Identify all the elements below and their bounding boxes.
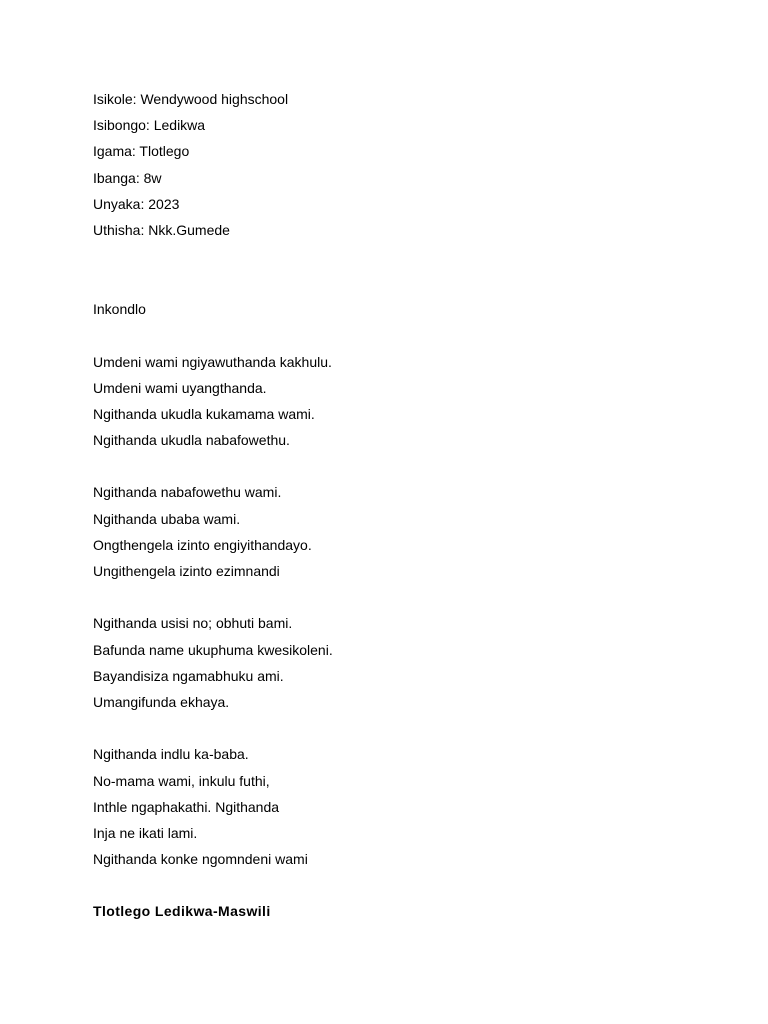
poem-stanza-3	[93, 610, 733, 715]
poem-line: Ngithanda konke ngomndeni wami	[93, 851, 308, 868]
spacer	[93, 453, 733, 479]
spacer	[93, 872, 733, 898]
poem-line: Bafunda name ukuphuma kwesikoleni.	[93, 641, 333, 658]
poem-line: Ngithanda nabafowethu wami.	[93, 484, 282, 501]
poem-line: Ngithanda usisi no; obhuti bami.	[93, 615, 293, 632]
poem-line: Umdeni wami uyangthanda.	[93, 379, 267, 396]
poem-line: Bayandisiza ngamabhuku ami.	[93, 667, 284, 684]
surname-line: Isibongo: Ledikwa	[93, 117, 206, 134]
name-line: Igama: Tlotlego	[93, 143, 190, 160]
teacher-line: Uthisha: Nkk.Gumede	[93, 221, 230, 238]
poem-line: Umdeni wami ngiyawuthanda kakhulu.	[93, 353, 332, 370]
document-page	[93, 86, 733, 925]
poem-line: Ngithanda ubaba wami.	[93, 510, 241, 527]
poem-line: Ngithanda indlu ka-baba.	[93, 746, 249, 763]
poem-stanza-4	[93, 741, 733, 872]
spacer	[93, 322, 733, 348]
spacer	[93, 243, 733, 296]
poem-stanza-1	[93, 349, 733, 454]
school-line: Isikole: Wendywood highschool	[93, 91, 289, 107]
year-line: Unyaka: 2023	[93, 195, 180, 212]
poem-line: Ongthengela izinto engiyithandayo.	[93, 536, 312, 553]
poem-line: Ngithanda ukudla kukamama wami.	[93, 405, 315, 422]
poem-title: Inkondlo	[93, 301, 146, 318]
poem-line: No-mama wami, inkulu futhi,	[93, 772, 270, 789]
spacer	[93, 715, 733, 741]
poem-line: Ungithengela izinto ezimnandi	[93, 563, 280, 579]
poem-line: Inja ne ikati lami.	[93, 824, 198, 841]
poem-author: Tlotlego Ledikwa-Maswili	[93, 903, 271, 920]
spacer	[93, 584, 733, 610]
grade-line: Ibanga: 8w	[93, 169, 162, 186]
poem-line: Umangifunda ekhaya.	[93, 693, 230, 710]
poem-line: Inthle ngaphakathi. Ngithanda	[93, 798, 280, 815]
poem-line: Ngithanda ukudla nabafowethu.	[93, 432, 290, 449]
student-info	[93, 86, 733, 243]
poem-stanza-2	[93, 479, 733, 584]
